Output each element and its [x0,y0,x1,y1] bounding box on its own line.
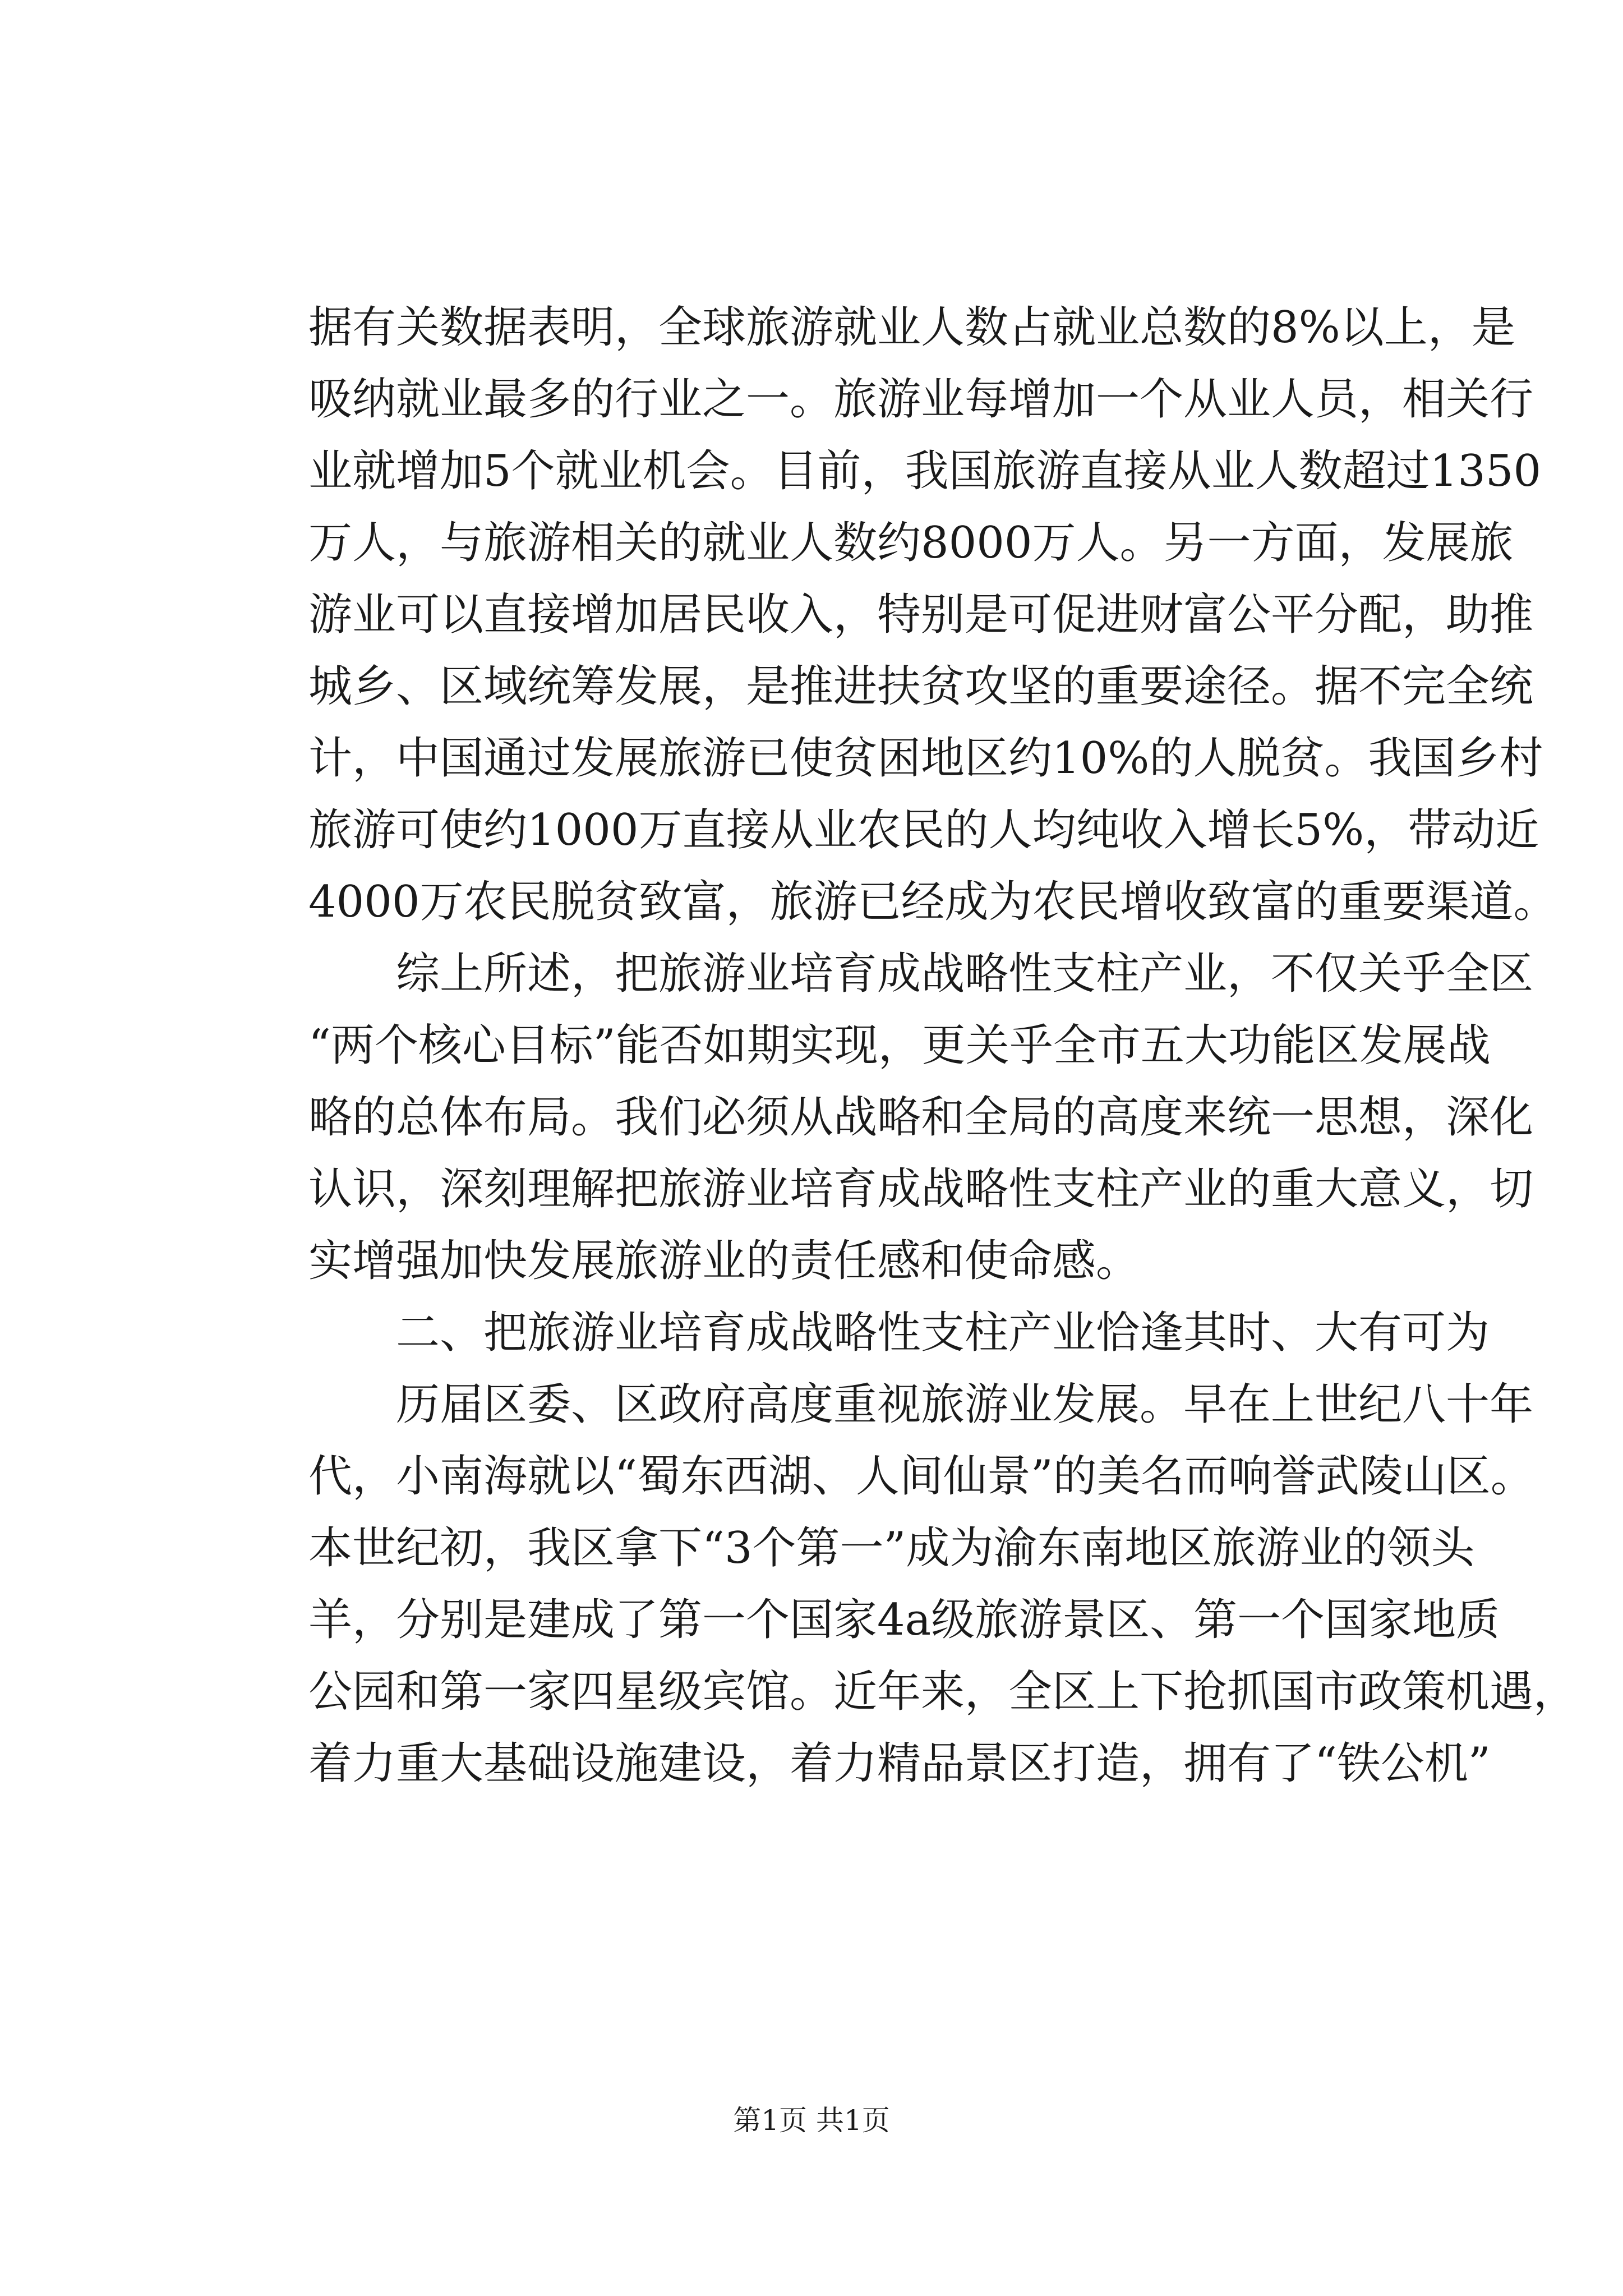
text-line: 游业可以直接增加居民收入，特别是可促进财富公平分配，助推 [308,590,1534,640]
text-line: 羊，分别是建成了第一个国家4a级旅游景区、第一个国家地质 [308,1595,1500,1645]
text-line: 实增强加快发展旅游业的责任感和使命感。 [308,1236,1140,1286]
text-line: 城乡、区域统筹发展，是推进扶贫攻坚的重要途径。据不完全统 [308,661,1534,712]
text-line: 认识，深刻理解把旅游业培育成战略性支柱产业的重大意义，切 [308,1164,1534,1214]
text-line: 旅游可使约1000万直接从业农民的人均纯收入增长5%，带动近 [308,805,1539,855]
text-line: 着力重大基础设施建设，着力精品景区打造，拥有了“铁公机” [308,1738,1491,1789]
body-text [308,292,1578,1800]
page-number: 第1页 共1页 [733,2104,890,2137]
text-line: 吸纳就业最多的行业之一。旅游业每增加一个从业人员，相关行 [308,374,1534,425]
text-line: 公园和第一家四星级宾馆。近年来，全区上下抢抓国市政策机遇， [308,1667,1578,1717]
page-footer [0,2098,1623,2138]
text-line: 代，小南海就以“蜀东西湖、人间仙景”的美名而响誉武陵山区。 [308,1451,1534,1502]
text-line: 4000万农民脱贫致富，旅游已经成为农民增收致富的重要渠道。 [308,877,1557,927]
section-heading: 二、把旅游业培育成战略性支柱产业恰逢其时、大有可为 [396,1308,1490,1358]
text-line: “两个核心目标”能否如期实现，更关乎全市五大功能区发展战 [308,1020,1491,1071]
text-line: 据有关数据表明，全球旅游就业人数占就业总数的8%以上，是 [308,302,1515,353]
text-line: 本世纪初，我区拿下“3个第一”成为渝东南地区旅游业的领头 [308,1523,1475,1573]
paragraph-start: 历届区委、区政府高度重视旅游业发展。早在上世纪八十年 [396,1379,1534,1430]
paragraph-start: 综上所述，把旅游业培育成战略性支柱产业，不仅关乎全区 [396,949,1534,999]
text-line: 万人，与旅游相关的就业人数约8000万人。另一方面，发展旅 [308,518,1514,568]
text-line: 略的总体布局。我们必须从战略和全局的高度来统一思想，深化 [308,1092,1534,1143]
text-line: 计，中国通过发展旅游已使贫困地区约10%的人脱贫。我国乡村 [308,733,1543,784]
text-line: 业就增加5个就业机会。目前，我国旅游直接从业人数超过1350 [308,446,1542,496]
